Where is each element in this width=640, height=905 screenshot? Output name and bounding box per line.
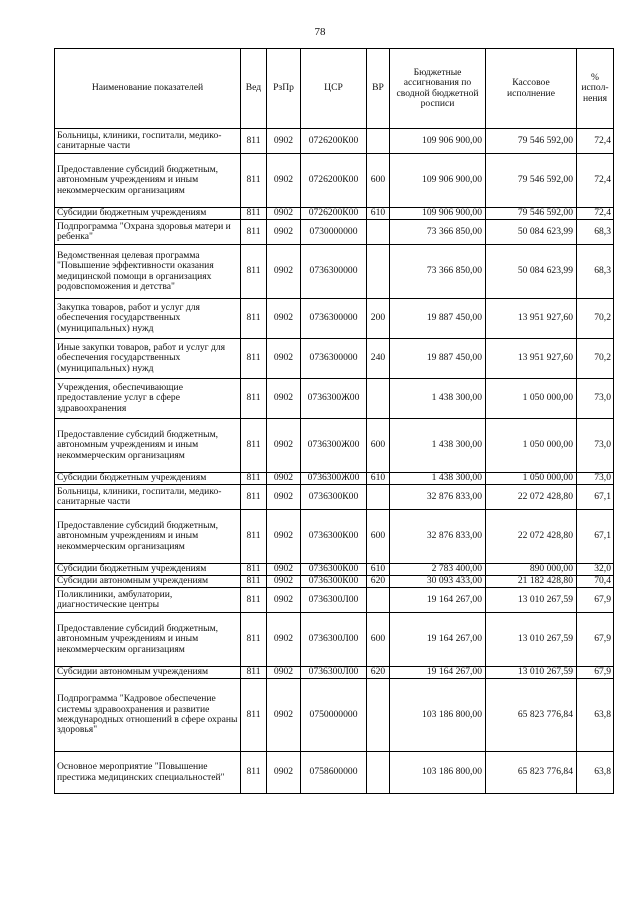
row-name-cell: Подпрограмма "Кадровое обеспечение системы здравоохранения и развитие международных отношений в сфере охраны здоровья" [55,679,241,752]
row-ved-cell: 811 [241,752,267,794]
row-percent-cell: 67,9 [577,588,614,613]
row-rzpr-cell: 0902 [267,510,301,564]
row-vr-cell: 610 [367,208,390,220]
row-name-cell: Субсидии автономным учреждениям [55,576,241,588]
table-row [55,588,614,613]
row-rzpr-cell: 0902 [267,473,301,485]
table-row [55,299,614,339]
header-vr: ВР [367,49,390,129]
row-csr-cell: 0736300К00 [301,564,367,576]
header-rzpr: РзПр [267,49,301,129]
row-cash-execution-cell: 22 072 428,80 [486,510,577,564]
row-csr-cell: 0736300Ж00 [301,473,367,485]
row-ved-cell: 811 [241,419,267,473]
row-rzpr-cell: 0902 [267,379,301,419]
row-rzpr-cell: 0902 [267,419,301,473]
row-name-cell: Подпрограмма "Охрана здоровья матери и ребенка" [55,220,241,245]
table-row [55,339,614,379]
budget-execution-table [54,48,614,794]
table-row [55,379,614,419]
row-cash-execution-cell: 13 010 267,59 [486,613,577,667]
row-cash-execution-cell: 13 010 267,59 [486,588,577,613]
header-name: Наименование показателей [55,49,241,129]
row-ved-cell: 811 [241,588,267,613]
row-assignments-cell: 109 906 900,00 [390,129,486,154]
row-assignments-cell: 109 906 900,00 [390,154,486,208]
row-name-cell: Основное мероприятие "Повышение престижа медицинских специальностей" [55,752,241,794]
row-percent-cell: 72,4 [577,129,614,154]
table-row [55,679,614,752]
row-name-cell: Субсидии бюджетным учреждениям [55,564,241,576]
row-rzpr-cell: 0902 [267,129,301,154]
row-cash-execution-cell: 79 546 592,00 [486,154,577,208]
row-vr-cell: 610 [367,473,390,485]
row-percent-cell: 70,2 [577,339,614,379]
row-percent-cell: 68,3 [577,245,614,299]
header-ved: Вед [241,49,267,129]
row-ved-cell: 811 [241,129,267,154]
row-rzpr-cell: 0902 [267,588,301,613]
row-rzpr-cell: 0902 [267,208,301,220]
row-vr-cell: 620 [367,667,390,679]
row-vr-cell [367,752,390,794]
row-rzpr-cell: 0902 [267,220,301,245]
row-csr-cell: 0758600000 [301,752,367,794]
row-assignments-cell: 1 438 300,00 [390,379,486,419]
row-percent-cell: 73,0 [577,419,614,473]
row-csr-cell: 0736300000 [301,245,367,299]
row-ved-cell: 811 [241,245,267,299]
row-cash-execution-cell: 79 546 592,00 [486,208,577,220]
table-row [55,510,614,564]
row-vr-cell: 600 [367,154,390,208]
row-csr-cell: 0736300К00 [301,576,367,588]
header-cash-execution: Кассовое исполнение [486,49,577,129]
row-ved-cell: 811 [241,564,267,576]
row-percent-cell: 67,1 [577,510,614,564]
row-rzpr-cell: 0902 [267,679,301,752]
row-csr-cell: 0726200К00 [301,129,367,154]
table-row [55,564,614,576]
table-header-row [55,49,614,129]
row-ved-cell: 811 [241,576,267,588]
row-percent-cell: 68,3 [577,220,614,245]
row-cash-execution-cell: 22 072 428,80 [486,485,577,510]
row-cash-execution-cell: 79 546 592,00 [486,129,577,154]
row-vr-cell: 610 [367,564,390,576]
row-vr-cell [367,220,390,245]
row-percent-cell: 63,8 [577,752,614,794]
row-percent-cell: 72,4 [577,208,614,220]
row-ved-cell: 811 [241,510,267,564]
row-assignments-cell: 30 093 433,00 [390,576,486,588]
table-row [55,129,614,154]
row-csr-cell: 0726200К00 [301,208,367,220]
row-cash-execution-cell: 1 050 000,00 [486,379,577,419]
row-name-cell: Ведомственная целевая программа "Повышение эффективности оказания медицинской помощи в организациях родовспоможения и детства" [55,245,241,299]
row-assignments-cell: 19 164 267,00 [390,667,486,679]
row-name-cell: Больницы, клиники, госпитали, медико-санитарные части [55,485,241,510]
row-name-cell: Предоставление субсидий бюджетным, автономным учреждениям и иным некоммерческим организациям [55,613,241,667]
row-vr-cell: 200 [367,299,390,339]
table-row [55,485,614,510]
row-cash-execution-cell: 13 951 927,60 [486,299,577,339]
row-vr-cell: 620 [367,576,390,588]
row-cash-execution-cell: 13 951 927,60 [486,339,577,379]
row-csr-cell: 0736300Ж00 [301,419,367,473]
row-cash-execution-cell: 1 050 000,00 [486,473,577,485]
row-rzpr-cell: 0902 [267,576,301,588]
row-vr-cell [367,129,390,154]
row-ved-cell: 811 [241,613,267,667]
row-csr-cell: 0736300Л00 [301,588,367,613]
row-assignments-cell: 19 887 450,00 [390,339,486,379]
row-ved-cell: 811 [241,299,267,339]
row-ved-cell: 811 [241,679,267,752]
row-cash-execution-cell: 1 050 000,00 [486,419,577,473]
row-percent-cell: 67,9 [577,613,614,667]
row-name-cell: Субсидии автономным учреждениям [55,667,241,679]
row-ved-cell: 811 [241,208,267,220]
row-vr-cell [367,679,390,752]
table-row [55,220,614,245]
row-assignments-cell: 1 438 300,00 [390,419,486,473]
row-csr-cell: 0750000000 [301,679,367,752]
row-rzpr-cell: 0902 [267,752,301,794]
row-ved-cell: 811 [241,339,267,379]
row-assignments-cell: 73 366 850,00 [390,245,486,299]
row-ved-cell: 811 [241,220,267,245]
table-row [55,419,614,473]
row-ved-cell: 811 [241,667,267,679]
row-name-cell: Предоставление субсидий бюджетным, автономным учреждениям и иным некоммерческим организациям [55,154,241,208]
row-assignments-cell: 19 887 450,00 [390,299,486,339]
row-name-cell: Предоставление субсидий бюджетным, автономным учреждениям и иным некоммерческим организациям [55,510,241,564]
row-vr-cell [367,588,390,613]
row-csr-cell: 0736300Л00 [301,667,367,679]
row-ved-cell: 811 [241,473,267,485]
table-row [55,154,614,208]
row-vr-cell [367,485,390,510]
row-name-cell: Закупка товаров, работ и услуг для обеспечения государственных (муниципальных) нужд [55,299,241,339]
row-ved-cell: 811 [241,154,267,208]
row-cash-execution-cell: 50 084 623,99 [486,245,577,299]
table-row [55,473,614,485]
table-row [55,667,614,679]
row-rzpr-cell: 0902 [267,154,301,208]
row-name-cell: Больницы, клиники, госпитали, медико-санитарные части [55,129,241,154]
row-rzpr-cell: 0902 [267,299,301,339]
table-row [55,613,614,667]
row-name-cell: Предоставление субсидий бюджетным, автономным учреждениям и иным некоммерческим организациям [55,419,241,473]
page-number: 78 [314,26,326,38]
row-assignments-cell: 32 876 833,00 [390,485,486,510]
header-percent: % испол-нения [577,49,614,129]
row-percent-cell: 70,2 [577,299,614,339]
row-ved-cell: 811 [241,379,267,419]
row-assignments-cell: 73 366 850,00 [390,220,486,245]
row-percent-cell: 70,4 [577,576,614,588]
row-csr-cell: 0736300К00 [301,485,367,510]
header-assignments: Бюджетные ассигнования по сводной бюджетной росписи [390,49,486,129]
table-row [55,208,614,220]
row-rzpr-cell: 0902 [267,667,301,679]
row-percent-cell: 73,0 [577,379,614,419]
row-percent-cell: 67,1 [577,485,614,510]
row-assignments-cell: 19 164 267,00 [390,613,486,667]
header-csr: ЦСР [301,49,367,129]
row-vr-cell [367,245,390,299]
row-vr-cell: 240 [367,339,390,379]
row-name-cell: Субсидии бюджетным учреждениям [55,473,241,485]
row-csr-cell: 0736300Л00 [301,613,367,667]
row-percent-cell: 32,0 [577,564,614,576]
row-vr-cell [367,379,390,419]
table-row [55,576,614,588]
row-cash-execution-cell: 890 000,00 [486,564,577,576]
row-rzpr-cell: 0902 [267,564,301,576]
row-percent-cell: 73,0 [577,473,614,485]
row-assignments-cell: 2 783 400,00 [390,564,486,576]
row-ved-cell: 811 [241,485,267,510]
row-vr-cell: 600 [367,419,390,473]
row-percent-cell: 72,4 [577,154,614,208]
row-percent-cell: 67,9 [577,667,614,679]
row-csr-cell: 0736300К00 [301,510,367,564]
row-csr-cell: 0736300Ж00 [301,379,367,419]
row-rzpr-cell: 0902 [267,613,301,667]
row-name-cell: Иные закупки товаров, работ и услуг для обеспечения государственных (муниципальных) нужд [55,339,241,379]
table-row [55,752,614,794]
row-cash-execution-cell: 13 010 267,59 [486,667,577,679]
row-assignments-cell: 103 186 800,00 [390,752,486,794]
row-csr-cell: 0736300000 [301,339,367,379]
row-assignments-cell: 19 164 267,00 [390,588,486,613]
row-assignments-cell: 32 876 833,00 [390,510,486,564]
row-name-cell: Учреждения, обеспечивающие предоставление услуг в сфере здравоохранения [55,379,241,419]
row-percent-cell: 63,8 [577,679,614,752]
row-cash-execution-cell: 50 084 623,99 [486,220,577,245]
row-name-cell: Субсидии бюджетным учреждениям [55,208,241,220]
row-name-cell: Поликлиники, амбулатории, диагностические центры [55,588,241,613]
row-cash-execution-cell: 65 823 776,84 [486,752,577,794]
table-row [55,245,614,299]
row-rzpr-cell: 0902 [267,245,301,299]
row-csr-cell: 0726200К00 [301,154,367,208]
row-csr-cell: 0736300000 [301,299,367,339]
row-cash-execution-cell: 21 182 428,80 [486,576,577,588]
row-vr-cell: 600 [367,510,390,564]
row-vr-cell: 600 [367,613,390,667]
row-assignments-cell: 1 438 300,00 [390,473,486,485]
row-rzpr-cell: 0902 [267,339,301,379]
row-assignments-cell: 109 906 900,00 [390,208,486,220]
row-csr-cell: 0730000000 [301,220,367,245]
row-rzpr-cell: 0902 [267,485,301,510]
row-assignments-cell: 103 186 800,00 [390,679,486,752]
row-cash-execution-cell: 65 823 776,84 [486,679,577,752]
